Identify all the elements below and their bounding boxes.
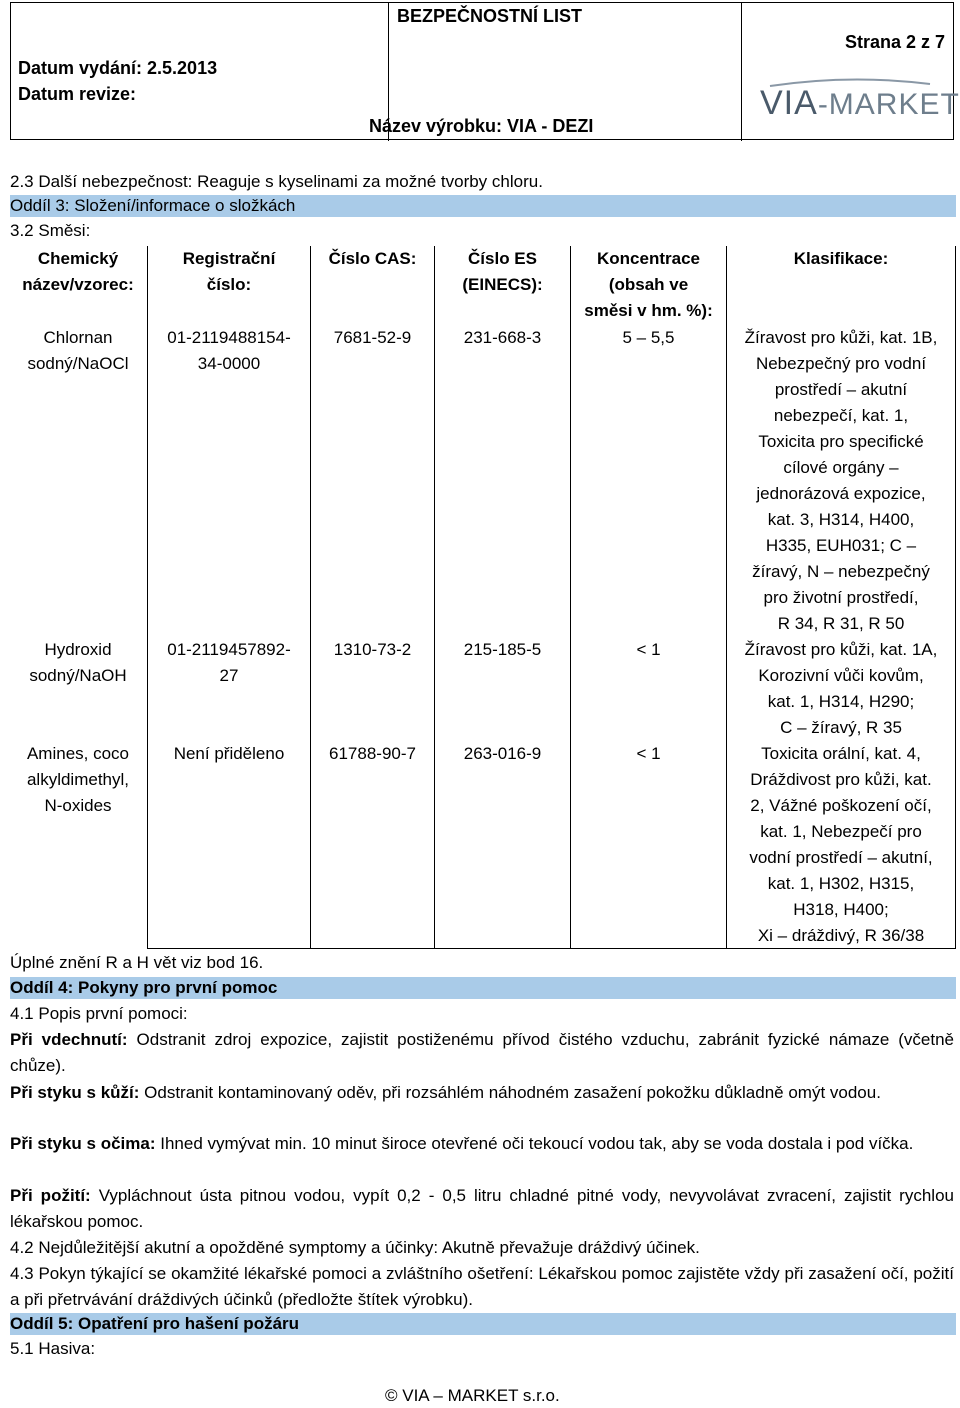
col-header-conc: Koncentrace (obsah ve směsi v hm. %): (584, 249, 713, 320)
inhalation-paragraph (10, 1027, 954, 1079)
section5-title: Oddíl 5: Opatření pro hašení požáru (10, 1314, 300, 1333)
product-name: Název výrobku: VIA - DEZI (369, 116, 594, 136)
table-divider (310, 246, 311, 949)
skin-label: Při styku s kůží: (10, 1083, 140, 1102)
inhalation-text: Odstranit zdroj expozice, zajistit postiženému přívod čistého vzduchu, zabránit fyzické námaze (včetně chůze). (10, 1030, 954, 1075)
table-row-class: Žíravost pro kůži, kat. 1A, Korozivní vůči kovům, kat. 1, H314, H290; C – žíravý, R 35 (744, 640, 938, 737)
col-header-name: Chemický název/vzorec: (22, 249, 134, 294)
table-row-name: Amines, coco alkyldimethyl, N-oxides (26, 744, 130, 815)
table-row-es: 231-668-3 (463, 328, 542, 347)
ingestion-paragraph (10, 1183, 954, 1235)
eye-paragraph (10, 1131, 954, 1157)
section5-sub1: 5.1 Hasiva: (10, 1339, 96, 1358)
hazard-text: 2.3 Další nebezpečnost: Reaguje s kyselinami za možné tvorby chloru. (10, 172, 543, 191)
section3-subtitle: 3.2 Směsi: (10, 221, 91, 240)
col-header-es: Číslo ES (EINECS): (462, 249, 543, 294)
logo-market: -MARKET (817, 88, 960, 121)
table-note: Úplné znění R a H vět viz bod 16. (10, 953, 264, 972)
table-row-reg: 01-2119457892- 27 (167, 640, 291, 685)
eye-label: Při styku s očima: (10, 1134, 156, 1153)
col-header-reg: Registrační číslo: (182, 249, 276, 294)
table-row-cas: 1310-73-2 (333, 640, 412, 659)
section4-sub1: 4.1 Popis první pomoci: (10, 1004, 188, 1023)
table-row-es: 263-016-9 (463, 744, 542, 763)
eye-text: Ihned vymývat min. 10 minut široce otevřené oči tekoucí vodou tak, aby se voda dostala i pod víčka. (155, 1134, 914, 1153)
inhalation-label: Při vdechnutí: (10, 1030, 128, 1049)
table-row-cas: 61788-90-7 (329, 744, 416, 763)
table-row-reg: 01-2119488154- 34-0000 (167, 328, 291, 373)
ingestion-text: Vypláchnout ústa pitnou vodou, vypít 0,2 - 0,5 litru chladné pitné vody, nevyvolávat zvracení, zajistit rychlou lékařskou pomoc. (10, 1186, 954, 1231)
col-header-cas: Číslo CAS: (328, 249, 417, 268)
section3-title: Oddíl 3: Složení/informace o složkách (10, 196, 296, 215)
table-row-class: Žíravost pro kůži, kat. 1B, Nebezpečný pro vodní prostředí – akutní nebezpečí, kat. 1, Toxicita pro specifické cílové orgány – jednorázová expozice, kat. 3, H314, H400, H335, EUH031; C – žíravý, N – nebezpečný pro životní prostředí, R 34, R 31, R 50 (744, 328, 938, 633)
table-row-conc: < 1 (636, 640, 661, 659)
table-row-es: 215-185-5 (463, 640, 542, 659)
section4-sub3: 4.3 Pokyn týkající se okamžité lékařské pomoci a zvláštního ošetření: Lékařskou pomoc zajistěte vždy při zasažení očí, požití a při přetrvávání dráždivých účinků (předložte štítek výrobku). (10, 1264, 954, 1309)
skin-text: Odstranit kontaminovaný oděv, při rozsáhlém náhodném zasažení pokožku důkladně omýt vodou. (139, 1083, 881, 1102)
table-row-class: Toxicita orální, kat. 4, Dráždivost pro kůži, kat. 2, Vážné poškození očí, kat. 1, Nebezpečí pro vodní prostředí – akutní, kat. 1, H302, H315, H318, H400; Xi – dráždivý, R 36/38 (749, 744, 933, 945)
logo-via: VIA (760, 84, 818, 122)
table-row-conc: < 1 (636, 744, 661, 763)
table-row-name: Hydroxid sodný/NaOH (29, 640, 127, 685)
col-header-class: Klasifikace: (793, 249, 889, 268)
issue-date: Datum vydání: 2.5.2013 (18, 58, 218, 78)
revision-date: Datum revize: (18, 84, 137, 104)
table-row-reg: Není přiděleno (173, 744, 285, 763)
skin-paragraph (10, 1080, 954, 1106)
header-divider (741, 3, 742, 141)
table-divider (434, 246, 435, 949)
ingestion-label: Při požití: (10, 1186, 91, 1205)
logo-swoosh-icon (760, 78, 935, 88)
company-logo (760, 84, 960, 123)
table-divider (570, 246, 571, 949)
section4-sub2: 4.2 Nejdůležitější akutní a opožděné symptomy a účinky: Akutně převažuje dráždivý účinek. (10, 1238, 700, 1257)
section4-title: Oddíl 4: Pokyny pro první pomoc (10, 978, 278, 997)
page-number: Strana 2 z 7 (845, 32, 946, 52)
table-row-cas: 7681-52-9 (333, 328, 412, 347)
table-divider (955, 246, 956, 949)
footer-copyright: © VIA – MARKET s.r.o. (385, 1386, 560, 1405)
table-row-name: Chlornan sodný/NaOCl (27, 328, 129, 373)
document-title: BEZPEČNOSTNÍ LIST (397, 6, 583, 26)
table-row-conc: 5 – 5,5 (622, 328, 675, 347)
